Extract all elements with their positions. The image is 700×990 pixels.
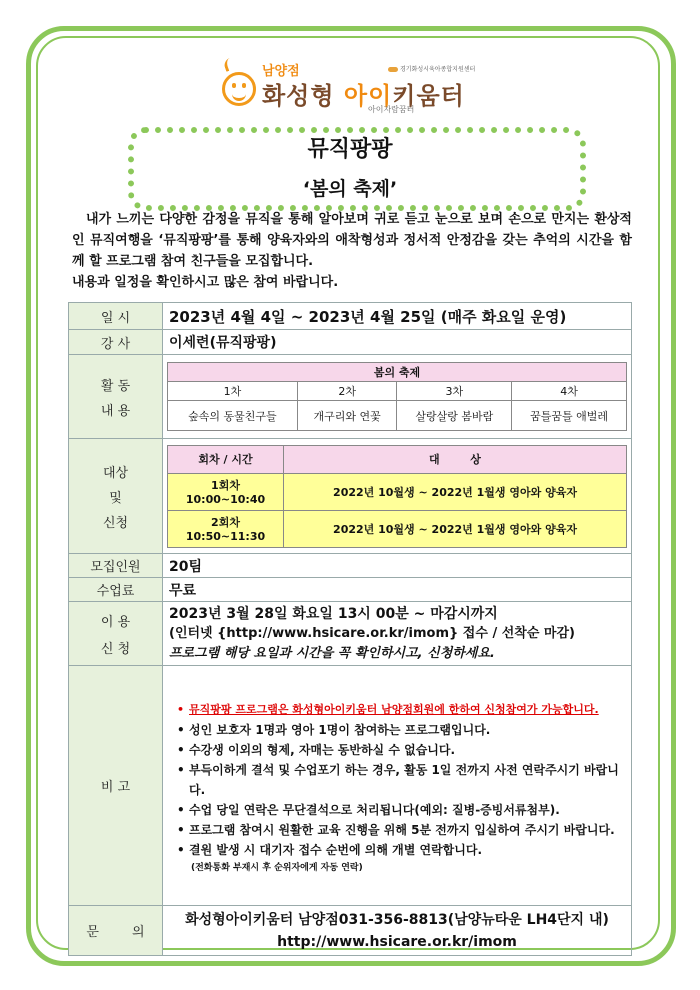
fee-value: 무료 bbox=[163, 578, 632, 602]
session-name: 2회차 bbox=[211, 516, 240, 529]
logo-title-part3: 키움터 bbox=[392, 82, 465, 110]
notes-list bbox=[173, 700, 625, 860]
note-item: • 수업 당일 연락은 무단결석으로 처리됩니다(예외: 질병-증빙서류첨부). bbox=[189, 800, 625, 820]
activities-label-line: 내 용 bbox=[100, 403, 131, 419]
apply-period: 2023년 3월 28일 화요일 13시 00분 ~ 마감시까지 bbox=[169, 605, 498, 622]
schedule-label: 일 시 bbox=[69, 303, 163, 330]
logo-title-part1: 화성형 bbox=[262, 82, 344, 110]
apply-label-line: 신 청 bbox=[100, 641, 131, 657]
intro-paragraph: 내용과 일정을 확인하시고 많은 참여 바랍니다. bbox=[72, 275, 339, 290]
capacity-value: 20팀 bbox=[163, 554, 632, 578]
session-cell bbox=[168, 473, 284, 510]
logo-sprout-icon bbox=[222, 56, 238, 72]
activities-cell bbox=[163, 355, 632, 439]
target-label-line: 및 bbox=[109, 490, 122, 506]
activities-header: 봄의 축제 bbox=[168, 363, 627, 382]
target-value: 2022년 10월생 ~ 2022년 1월생 영아와 양육자 bbox=[284, 510, 627, 547]
target-col-target: 대 상 bbox=[284, 445, 627, 473]
intro-paragraph: 내가 느끼는 다양한 감정을 뮤직을 통해 알아보며 귀로 듣고 눈으로 보며 손으로 만지는 환상적인 뮤직여행을 ‘뮤직팡팡’를 통해 양육자와의 애착형성과 정서적 안정감을 갖는 추억의 시간을 함께 할 프로그램 참여 친구들을 모집합니다. bbox=[72, 212, 632, 269]
target-label bbox=[69, 439, 163, 554]
activity-item: 숲속의 동물친구들 bbox=[168, 401, 298, 431]
apply-label bbox=[69, 602, 163, 666]
activities-label-line: 활 동 bbox=[100, 378, 131, 394]
activities-label bbox=[69, 355, 163, 439]
round-label: 2차 bbox=[297, 382, 397, 401]
target-label-line: 대상 bbox=[102, 465, 129, 481]
logo-title-part2: 아이 bbox=[343, 82, 393, 110]
program-subtitle: ‘봄의 축제’ bbox=[302, 178, 398, 200]
target-cell bbox=[163, 439, 632, 554]
center-logo bbox=[218, 58, 498, 114]
instructor-value: 이세련(뮤직팡팡) bbox=[163, 330, 632, 355]
capacity-label: 모집인원 bbox=[69, 554, 163, 578]
target-label-line: 신청 bbox=[102, 515, 129, 531]
logo-title bbox=[262, 76, 465, 111]
activity-item: 개구리와 연꽃 bbox=[297, 401, 397, 431]
notes-cell bbox=[163, 666, 632, 906]
round-label: 1차 bbox=[168, 382, 298, 401]
apply-method: (인터넷 {http://www.hsicare.or.kr/imom} 접수 / 선착순 마감) bbox=[169, 625, 575, 641]
apply-label-line: 이 용 bbox=[100, 614, 131, 630]
session-cell bbox=[168, 510, 284, 547]
apply-reminder: 프로그램 해당 요일과 시간을 꼭 확인하시고, 신청하세요. bbox=[169, 645, 495, 661]
note-item: • 부득이하게 결석 및 수업포기 하는 경우, 활동 1일 전까지 사전 연락주시기 바랍니다. bbox=[189, 760, 625, 800]
activity-item: 꿈틀꿈틀 애벌레 bbox=[512, 401, 627, 431]
intro-text bbox=[72, 209, 632, 293]
round-label: 4차 bbox=[512, 382, 627, 401]
contact-cell bbox=[163, 906, 632, 956]
logo-branch: 남양점 bbox=[262, 64, 300, 79]
activity-item: 살랑살랑 봄바람 bbox=[397, 401, 512, 431]
activities-table bbox=[167, 362, 627, 431]
note-item: • 결원 발생 시 대기자 접수 순번에 의해 개별 연락합니다. bbox=[189, 840, 625, 860]
info-table bbox=[68, 302, 632, 956]
target-col-session: 회차 / 시간 bbox=[168, 445, 284, 473]
note-item: • 뮤직팡팡 프로그램은 화성형아이키움터 남양점회원에 한하여 신청참여가 가능합니다. bbox=[189, 700, 625, 720]
target-table bbox=[167, 445, 627, 548]
contact-label: 문 의 bbox=[69, 906, 163, 956]
apply-cell bbox=[163, 602, 632, 666]
note-item: • 프로그램 참여시 원활한 교육 진행을 위해 5분 전까지 입실하여 주시기 바랍니다. bbox=[189, 820, 625, 840]
session-time: 10:00~10:40 bbox=[185, 493, 266, 506]
logo-subtitle: 아이자람꿈터 bbox=[368, 105, 415, 114]
round-label: 3차 bbox=[397, 382, 512, 401]
schedule-value: 2023년 4월 4일 ~ 2023년 4월 25일 (매주 화요일 운영) bbox=[163, 303, 632, 330]
session-time: 10:50~11:30 bbox=[185, 530, 266, 543]
notes-label: 비 고 bbox=[69, 666, 163, 906]
contact-phone: 화성형아이키움터 남양점031-356-8813(남양뉴타운 LH4단지 내) bbox=[185, 911, 609, 928]
note-item: • 성인 보호자 1명과 영아 1명이 참여하는 프로그램입니다. bbox=[189, 720, 625, 740]
instructor-label: 강 사 bbox=[69, 330, 163, 355]
program-title: 뮤직팡팡 bbox=[307, 137, 393, 162]
note-item: • 수강생 이외의 형제, 자매는 동반하실 수 없습니다. bbox=[189, 740, 625, 760]
target-value: 2022년 10월생 ~ 2022년 1월생 영아와 양육자 bbox=[284, 473, 627, 510]
notes-footnote: (전화통화 부재시 후 순위자에게 자동 연락) bbox=[191, 863, 363, 873]
support-center-logo: 경기화성시육아종합지원센터 bbox=[388, 64, 475, 73]
smiley-face-icon bbox=[222, 72, 256, 106]
fee-label: 수업료 bbox=[69, 578, 163, 602]
contact-url[interactable]: http://www.hsicare.or.kr/imom bbox=[277, 933, 517, 950]
session-name: 1회차 bbox=[211, 479, 240, 492]
